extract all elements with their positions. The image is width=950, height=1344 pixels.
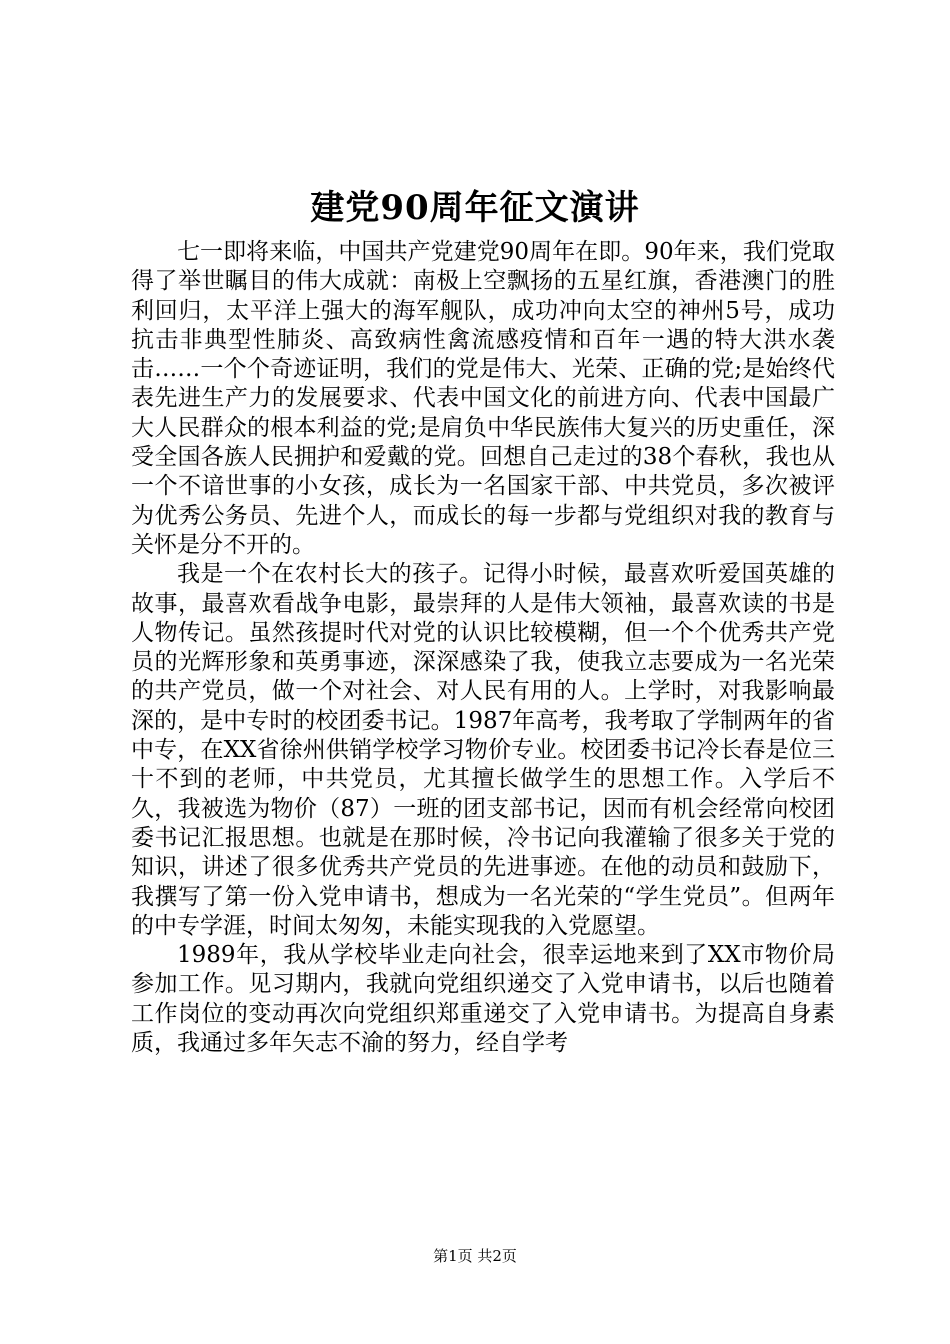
paragraph: 七一即将来临，中国共产党建党90周年在即。90年来，我们党取得了举世瞩目的伟大成就：南极上空飘扬的五星红旗，香港澳门的胜利回归，太平洋上强大的海军舰队，成功冲向太空的神州5号，成功抗击非典型性肺炎、高致病性禽流感疫情和百年一遇的特大洪水袭击……一个个奇迹证明，我们的党是伟大、光荣、正确的党;是始终代表先进生产力的发展要求、代表中国文化的前进方向、代表中国最广大人民群众的根本利益的党;是肩负中华民族伟大复兴的历史重任，深受全国各族人民拥护和爱戴的党。回想自己走过的38个春秋，我也从一个不谙世事的小女孩，成长为一名国家干部、中共党员，多次被评为优秀公务员、先进个人，而成长的每一步都与党组织对我的教育与关怀是分不开的。 <box>131 239 835 558</box>
document-body <box>131 238 835 1058</box>
document-title: 建党90周年征文演讲 <box>310 188 640 228</box>
paragraph: 1989年，我从学校毕业走向社会，很幸运地来到了XX市物价局参加工作。见习期内，我就向党组织递交了入党申请书，以后也随着工作岗位的变动再次向党组织郑重递交了入党申请书。为提高自身素质，我通过多年矢志不渝的努力，经自学考 <box>131 942 835 1057</box>
paragraph: 我是一个在农村长大的孩子。记得小时候，最喜欢听爱国英雄的故事，最喜欢看战争电影，最崇拜的人是伟大领袖，最喜欢读的书是人物传记。虽然孩提时代对党的认识比较模糊，但一个个优秀共产党员的光辉形象和英勇事迹，深深感染了我，使我立志要成为一名光荣的共产党员，做一个对社会、对人民有用的人。上学时，对我影响最深的，是中专时的校团委书记。1987年高考，我考取了学制两年的省中专，在XX省徐州供销学校学习物价专业。校团委书记冷长春是位三十不到的老师，中共党员，尤其擅长做学生的思想工作。入学后不久，我被选为物价（87）一班的团支部书记，因而有机会经常向校团委书记汇报思想。也就是在那时候，冷书记向我灌输了很多关于党的知识，讲述了很多优秀共产党员的先进事迹。在他的动员和鼓励下，我撰写了第一份入党申请书，想成为一名光荣的“学生党员”。但两年的中专学涯，时间太匆匆，未能实现我的入党愿望。 <box>131 561 835 939</box>
page-number-footer: 第1页 共2页 <box>433 1247 517 1265</box>
